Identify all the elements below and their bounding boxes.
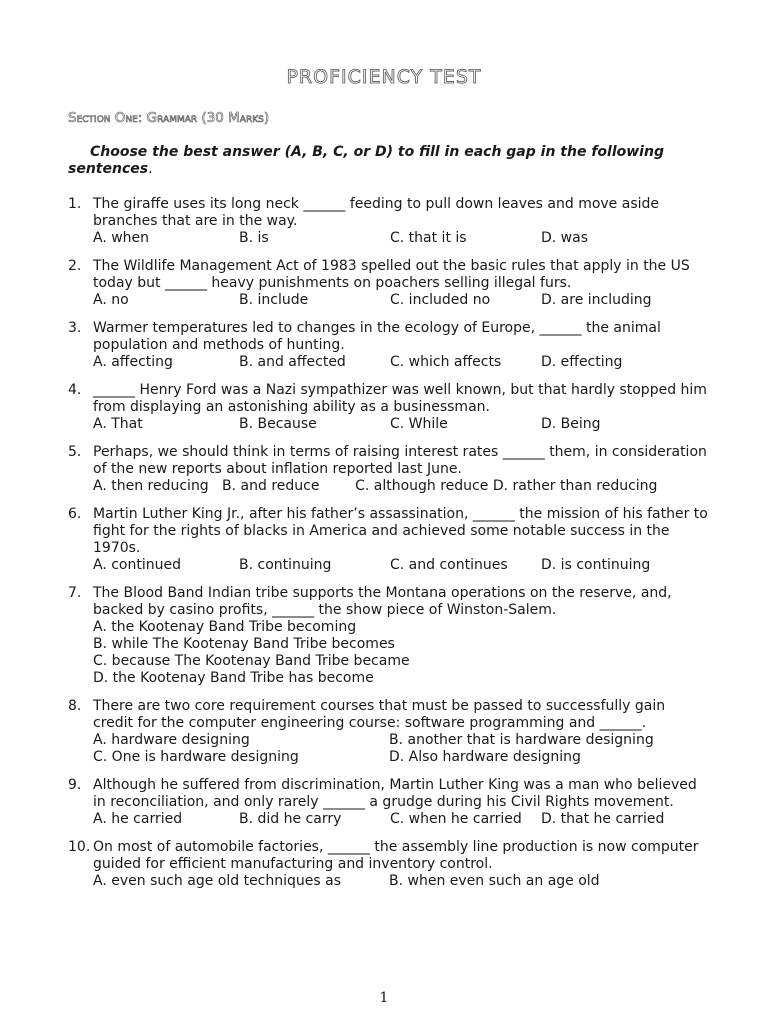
answer-options: A. then reducing B. and reduce C. although reduce D. rather than reducing [93,478,658,494]
option-a: A. hardware designing [93,732,250,748]
option-b: B. while The Kootenay Band Tribe becomes [93,636,395,652]
option-a: A. no [93,292,129,308]
question-number: 3. [68,320,82,336]
question-8 [68,698,708,766]
question-text: Perhaps, we should think in terms of raising interest rates ______ them, in consideration of the new reports about inflation reported last June. [93,444,707,477]
answer-options [93,230,708,247]
option-c: C. included no [390,292,491,308]
option-c: C. because The Kootenay Band Tribe became [93,653,410,669]
answer-options [93,416,708,433]
option-b: B. Because [239,416,317,432]
option-d: D. Also hardware designing [389,749,581,765]
option-b: B. another that is hardware designing [389,732,654,748]
question-text: Warmer temperatures led to changes in the ecology of Europe, ______ the animal population and methods of hunting. [93,320,661,353]
answer-options [93,354,708,371]
option-c: C. when he carried [390,811,522,827]
section-heading: Section One: Grammar (30 Marks) [68,110,270,126]
page-title: PROFICIENCY TEST [286,66,482,88]
question-number: 5. [68,444,82,460]
question-4 [68,382,708,433]
answer-options-row [93,749,708,766]
question-list [68,196,708,901]
question-text: The Blood Band Indian tribe supports the Montana operations on the reserve, and, backed by casino profits, ______ the show piece of Winston-Salem. [93,585,672,618]
question-text: Martin Luther King Jr., after his father’s assassination, ______ the mission of his father to fight for the rights of blacks in America and achieved some notable success in the 1970s. [93,506,708,556]
question-text: Although he suffered from discrimination, Martin Luther King was a man who believed in reconciliation, and only rarely ______ a grudge during his Civil Rights movement. [93,777,697,810]
question-text: The Wildlife Management Act of 1983 spelled out the basic rules that apply in the US today but ______ heavy punishments on poachers selling illegal furs. [93,258,690,291]
option-b: B. continuing [239,557,332,573]
option-a: A. even such age old techniques as [93,873,342,889]
option-d: D. was [541,230,589,246]
question-7 [68,585,708,687]
page-number: 1 [379,990,389,1006]
question-text: The giraffe uses its long neck ______ feeding to pull down leaves and move aside branches that are in the way. [93,196,660,229]
option-a: A. continued [93,557,181,573]
question-5 [68,444,708,495]
question-9 [68,777,708,828]
option-d: D. that he carried [541,811,665,827]
question-number: 7. [68,585,82,601]
option-b: B. is [239,230,269,246]
option-c: C. One is hardware designing [93,749,299,765]
option-a: A. That [93,416,143,432]
option-a: A. he carried [93,811,183,827]
option-c: C. While [390,416,448,432]
question-2 [68,258,708,309]
question-number: 1. [68,196,82,212]
question-number: 6. [68,506,82,522]
answer-options-row [93,873,708,890]
option-c: C. that it is [390,230,467,246]
option-b: B. did he carry [239,811,342,827]
question-number: 9. [68,777,82,793]
question-number: 10. [68,839,91,855]
question-6 [68,506,708,574]
option-a: A. the Kootenay Band Tribe becoming [93,619,357,635]
question-text: There are two core requirement courses that must be passed to successfully gain credit for the computer engineering course: software programming and ______. [93,698,666,731]
answer-options-row [93,732,708,749]
answer-options [93,811,708,828]
option-d: D. the Kootenay Band Tribe has become [93,670,374,686]
question-text: On most of automobile factories, ______ the assembly line production is now computer guided for efficient manufacturing and inventory control. [93,839,699,872]
option-a: A. affecting [93,354,173,370]
option-d: D. Being [541,416,601,432]
instructions [68,144,688,178]
option-d: D. effecting [541,354,623,370]
answer-options [93,557,708,574]
option-d: D. are including [541,292,652,308]
question-text: ______ Henry Ford was a Nazi sympathizer was well known, but that hardly stopped him from displaying an astonishing ability as a businessman. [93,382,707,415]
option-c: C. which affects [390,354,502,370]
question-number: 4. [68,382,82,398]
option-b: B. and affected [239,354,346,370]
option-b: B. when even such an age old [389,873,600,889]
answer-options [93,292,708,309]
question-1 [68,196,708,247]
question-10 [68,839,708,890]
option-b: B. include [239,292,309,308]
question-3 [68,320,708,371]
question-number: 8. [68,698,82,714]
question-number: 2. [68,258,82,274]
option-d: D. is continuing [541,557,651,573]
instructions-text: Choose the best answer (A, B, C, or D) to fill in each gap in the following sentences [68,144,664,177]
option-a: A. when [93,230,150,246]
option-c: C. and continues [390,557,508,573]
instructions-period: . [148,161,153,177]
